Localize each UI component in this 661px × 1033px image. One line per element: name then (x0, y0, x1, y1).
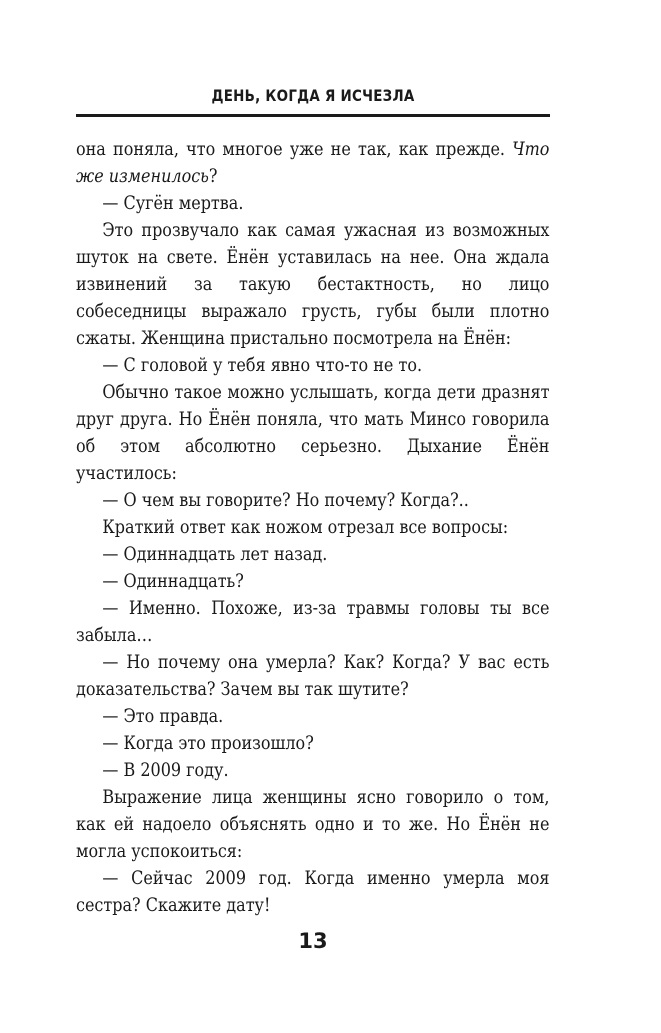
paragraph-text: она поняла, что многое уже не так, как прежде. (76, 139, 506, 160)
dialogue-line: — В 2009 году. (102, 760, 229, 781)
dialogue-line: — Сугён мертва. (102, 193, 244, 214)
paragraph-text: ? (208, 166, 218, 187)
dialogue-line: — Именно. Похоже, из-за травмы головы ты все забыла… (76, 598, 550, 646)
italic-thought: Что же изменилось (76, 139, 550, 187)
dialogue-line: — Но почему она умерла? Как? Когда? У вас есть доказательства? Зачем вы так шутите? (76, 652, 550, 700)
running-title: ДЕНЬ, КОГДА Я ИСЧЕЗЛА (211, 86, 415, 105)
paragraph-continuation (76, 136, 549, 190)
paragraph: Обычно такое можно услышать, когда дети дразнят друг друга. Но Ёнён поняла, что мать Минсо говорила об этом абсолютно серьезно. Дыхание Ёнён участилось: (76, 382, 550, 484)
dialogue-line: — Одиннадцать? (102, 571, 244, 592)
dialogue-line: — Одиннадцать лет назад. (102, 544, 328, 565)
paragraph: Выражение лица женщины ясно говорило о том, как ей надоело объяснять одно и то же. Но Ёнён не могла успокоиться: (76, 787, 550, 862)
dialogue-line: — Когда это произошло? (102, 733, 314, 754)
paragraph: Краткий ответ как ножом отрезал все вопросы: (102, 517, 509, 538)
paragraph: Это прозвучало как самая ужасная из возможных шуток на свете. Ёнён уставилась на нее. Она ждала извинений за такую бестактность, но лицо собеседницы выражало грусть, губы были плотно сжаты. Женщина пристально посмотрела на Ёнён: (76, 220, 550, 349)
page-number: 13 (298, 929, 328, 953)
header-rule (76, 114, 550, 117)
dialogue-line: — С головой у тебя явно что-то не то. (102, 355, 423, 376)
dialogue-line: — Это правда. (102, 706, 224, 727)
dialogue-line: — Сейчас 2009 год. Когда именно умерла моя сестра? Скажите дату! (76, 868, 550, 916)
body-text (76, 136, 549, 919)
dialogue-line: — О чем вы говорите? Но почему? Когда?.. (102, 490, 469, 511)
